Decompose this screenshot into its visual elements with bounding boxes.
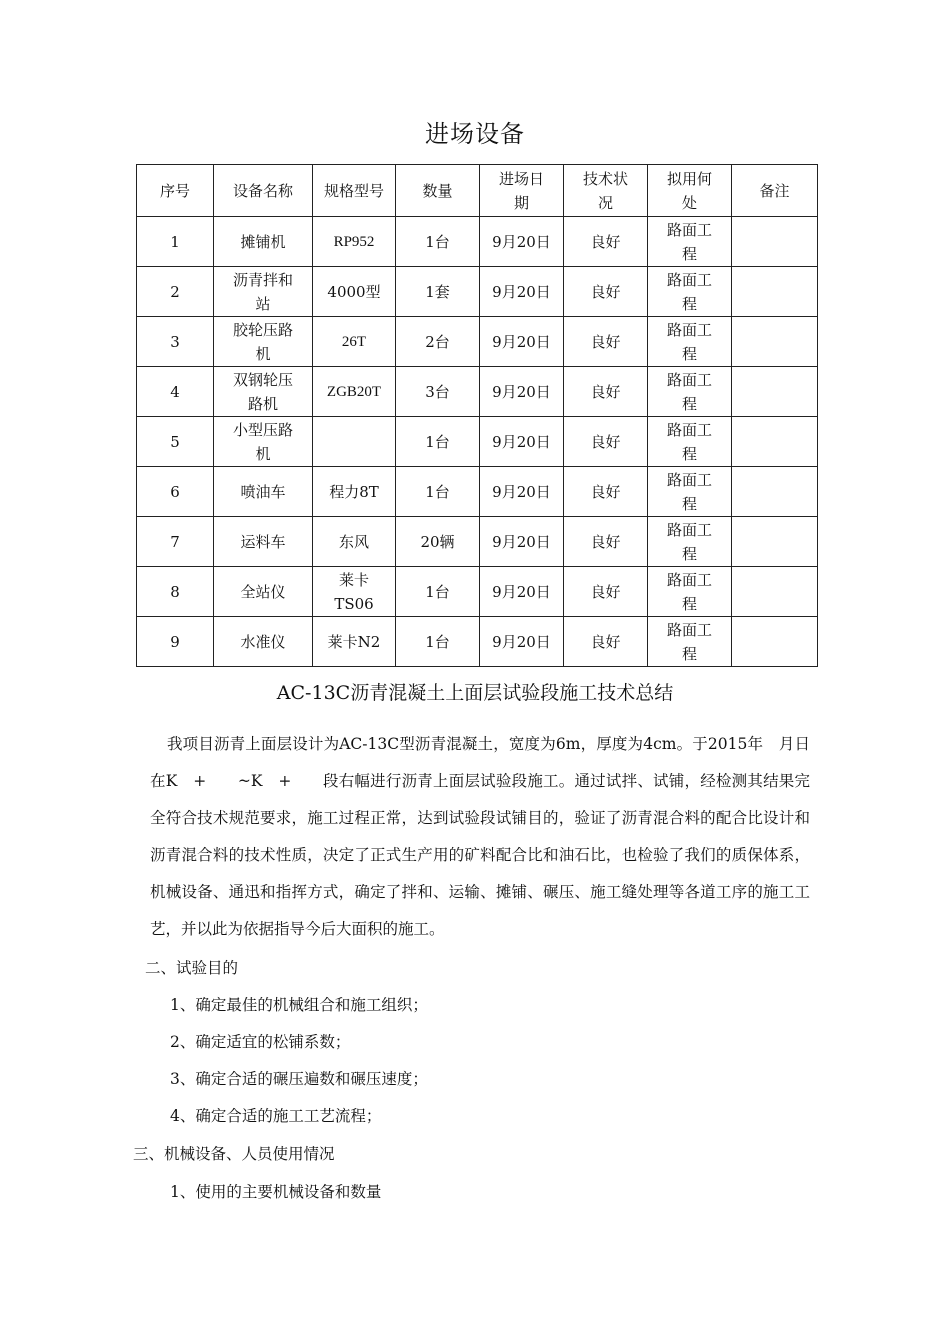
aim-item: 4、确定合适的施工工艺流程； <box>170 1107 382 1125</box>
cell-date: 9月20日 <box>480 467 564 517</box>
cell-qty: 1台 <box>396 417 480 467</box>
cell-spec: 莱卡TS06 <box>313 567 396 617</box>
cell-name: 喷油车 <box>214 467 313 517</box>
cell-no: 4 <box>137 367 214 417</box>
cell-qty: 1台 <box>396 567 480 617</box>
cell-status: 良好 <box>564 367 648 417</box>
table-row <box>137 317 818 367</box>
cell-note <box>732 217 818 267</box>
cell-no: 6 <box>137 467 214 517</box>
cell-date: 9月20日 <box>480 567 564 617</box>
cell-qty: 3台 <box>396 367 480 417</box>
cell-use: 路面工程 <box>648 467 732 517</box>
cell-spec: 程力8T <box>313 467 396 517</box>
cell-status: 良好 <box>564 467 648 517</box>
cell-note <box>732 267 818 317</box>
cell-status: 良好 <box>564 417 648 467</box>
cell-spec: RP952 <box>313 217 396 267</box>
cell-date: 9月20日 <box>480 267 564 317</box>
cell-use: 路面工程 <box>648 367 732 417</box>
cell-name: 全站仪 <box>214 567 313 617</box>
aim-item: 3、确定合适的碾压遍数和碾压速度； <box>170 1070 428 1088</box>
cell-name: 沥青拌和站 <box>214 267 313 317</box>
header-cell-no: 序号 <box>137 165 214 217</box>
cell-qty: 1台 <box>396 467 480 517</box>
header-cell-note: 备注 <box>732 165 818 217</box>
header-cell-spec: 规格型号 <box>313 165 396 217</box>
aim-item: 2、确定适宜的松铺系数； <box>170 1033 351 1051</box>
cell-spec: 26T <box>313 317 396 367</box>
cell-status: 良好 <box>564 567 648 617</box>
cell-name: 小型压路机 <box>214 417 313 467</box>
cell-note <box>732 467 818 517</box>
table-row <box>137 267 818 317</box>
cell-spec: 东风 <box>313 517 396 567</box>
cell-use: 路面工程 <box>648 267 732 317</box>
cell-no: 8 <box>137 567 214 617</box>
heading-purpose: 二、试验目的 <box>145 959 239 977</box>
cell-qty: 1套 <box>396 267 480 317</box>
table-row <box>137 417 818 467</box>
cell-note <box>732 517 818 567</box>
header-cell-qty: 数量 <box>396 165 480 217</box>
cell-no: 2 <box>137 267 214 317</box>
cell-spec: 莱卡N2 <box>313 617 396 667</box>
header-cell-name: 设备名称 <box>214 165 313 217</box>
cell-status: 良好 <box>564 617 648 667</box>
cell-use: 路面工程 <box>648 617 732 667</box>
cell-use: 路面工程 <box>648 417 732 467</box>
cell-spec: ZGB20T <box>313 367 396 417</box>
cell-qty: 1台 <box>396 617 480 667</box>
cell-date: 9月20日 <box>480 517 564 567</box>
cell-note <box>732 567 818 617</box>
section-title: AC-13C沥青混凝土上面层试验段施工技术总结 <box>276 682 674 704</box>
cell-use: 路面工程 <box>648 217 732 267</box>
cell-name: 运料车 <box>214 517 313 567</box>
cell-use: 路面工程 <box>648 517 732 567</box>
header-cell-status: 技术状况 <box>564 165 648 217</box>
cell-note <box>732 417 818 467</box>
cell-note <box>732 317 818 367</box>
cell-status: 良好 <box>564 267 648 317</box>
cell-spec: 4000型 <box>313 267 396 317</box>
cell-no: 3 <box>137 317 214 367</box>
table-row <box>137 217 818 267</box>
cell-status: 良好 <box>564 217 648 267</box>
cell-no: 1 <box>137 217 214 267</box>
cell-date: 9月20日 <box>480 367 564 417</box>
table-header-row <box>137 165 818 217</box>
equipment-table <box>136 164 818 667</box>
table-row <box>137 567 818 617</box>
table-row <box>137 517 818 567</box>
cell-date: 9月20日 <box>480 317 564 367</box>
cell-qty: 1台 <box>396 217 480 267</box>
cell-name: 摊铺机 <box>214 217 313 267</box>
cell-spec <box>313 417 396 467</box>
cell-date: 9月20日 <box>480 217 564 267</box>
table-row <box>137 617 818 667</box>
cell-status: 良好 <box>564 317 648 367</box>
cell-name: 水准仪 <box>214 617 313 667</box>
cell-name: 胶轮压路机 <box>214 317 313 367</box>
cell-use: 路面工程 <box>648 317 732 367</box>
cell-note <box>732 617 818 667</box>
cell-no: 7 <box>137 517 214 567</box>
heading-equipment-staff: 三、机械设备、人员使用情况 <box>133 1145 335 1163</box>
header-cell-use: 拟用何处 <box>648 165 732 217</box>
aim-item: 1、确定最佳的机械组合和施工组织； <box>170 996 428 1014</box>
cell-no: 9 <box>137 617 214 667</box>
cell-date: 9月20日 <box>480 617 564 667</box>
cell-qty: 2台 <box>396 317 480 367</box>
table-row <box>137 367 818 417</box>
cell-status: 良好 <box>564 517 648 567</box>
cell-name: 双钢轮压路机 <box>214 367 313 417</box>
sub-heading-main-equipment: 1、使用的主要机械设备和数量 <box>170 1183 382 1201</box>
cell-note <box>732 367 818 417</box>
intro-paragraph: 我项目沥青上面层设计为AC-13C型沥青混凝土，宽度为6m，厚度为4cm。于2015年 月日在K + ~K + 段右幅进行沥青上面层试验段施工。通过试拌、试铺，经检测其结果完全符合技术规范要求，施工过程正常，达到试验段试铺目的，验证了沥青混合料的配合比设计和沥青混合料的技术性质，决定了正式生产用的矿料配合比和油石比，也检验了我们的质保体系，机械设备、通迅和指挥方式，确定了拌和、运输、摊铺、碾压、施工缝处理等各道工序的施工工艺，并以此为依据指导今后大面积的施工。 <box>150 735 810 938</box>
cell-no: 5 <box>137 417 214 467</box>
table-row <box>137 467 818 517</box>
cell-qty: 20辆 <box>396 517 480 567</box>
cell-use: 路面工程 <box>648 567 732 617</box>
cell-date: 9月20日 <box>480 417 564 467</box>
header-cell-date: 进场日期 <box>480 165 564 217</box>
page-title: 进场设备 <box>425 120 525 148</box>
